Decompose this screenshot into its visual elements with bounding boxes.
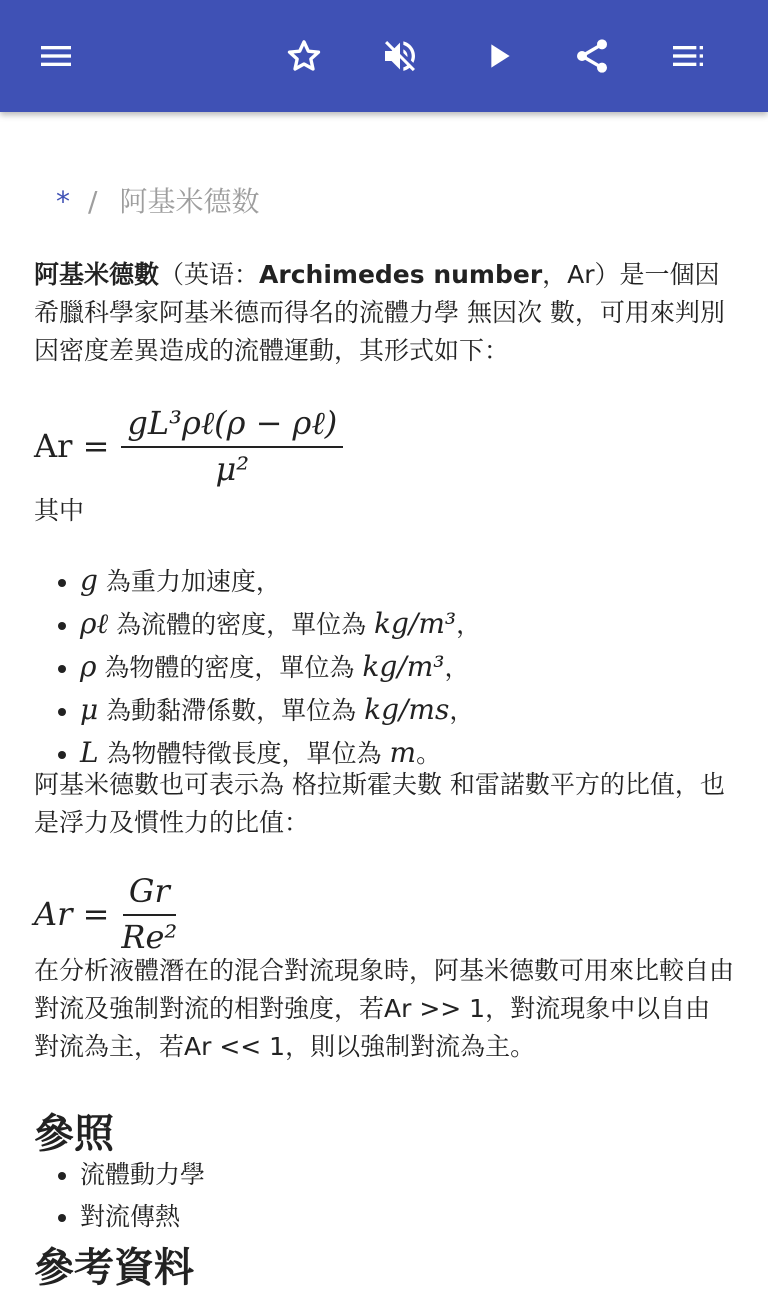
star-outline-icon (284, 36, 324, 76)
formula-ratio (34, 872, 177, 956)
intro-term: 阿基米德數 (34, 260, 160, 289)
intro-english-term: Archimedes number (259, 260, 543, 289)
definition-text: 為重力加速度， (97, 567, 281, 596)
definition-tail: ， (449, 696, 475, 725)
definition-symbol: L (80, 736, 99, 769)
see-also-link[interactable]: • 對流傳熱 (80, 1196, 680, 1238)
definition-symbol: ρ (80, 650, 97, 683)
definition-text: 為物體的密度，單位為 (96, 653, 363, 682)
definition-text: 為物體特徵長度，單位為 (98, 739, 390, 768)
definition-item (80, 603, 760, 646)
definition-unit: kg/m³ (374, 607, 457, 640)
app-toolbar (0, 0, 768, 112)
breadcrumb (56, 180, 259, 220)
definition-item (80, 689, 760, 732)
formula1-lhs: Ar = (34, 427, 110, 465)
definition-text: 為動黏滯係數，單位為 (98, 696, 365, 725)
playlist-icon (668, 36, 708, 76)
volume-off-icon (380, 36, 420, 76)
definition-text: 為流體的密度，單位為 (108, 610, 375, 639)
intro-paragraph (34, 256, 734, 370)
formula2-denominator: Re² (121, 918, 178, 956)
contents-button[interactable] (660, 28, 716, 84)
intro-paren: （英语： (159, 260, 260, 289)
breadcrumb-separator: / (88, 185, 98, 218)
breadcrumb-root-link[interactable]: * (56, 185, 70, 218)
menu-button[interactable] (28, 28, 84, 84)
definition-symbol: ρℓ (80, 607, 109, 640)
mute-button[interactable] (372, 28, 428, 84)
play-button[interactable] (470, 28, 526, 84)
breadcrumb-current: 阿基米德数 (119, 185, 260, 218)
definition-unit: kg/ms (364, 693, 450, 726)
bookmark-star-button[interactable] (276, 28, 332, 84)
see-also-heading: 參照 (34, 1111, 114, 1157)
formula-archimedes (34, 404, 343, 488)
formula2-lhs: Ar = (34, 895, 110, 933)
formula1-fraction (121, 404, 343, 488)
hamburger-menu-icon (36, 36, 76, 76)
ratio-paragraph: 阿基米德數也可表示為 格拉斯霍夫數 和雷諾數平方的比值，也是浮力及慣性力的比值： (34, 770, 725, 837)
definitions-list (34, 560, 760, 775)
share-button[interactable] (564, 28, 620, 84)
where-label: 其中 (34, 496, 85, 525)
definition-unit: m (389, 736, 417, 769)
formula1-numerator: gL³ρℓ(ρ − ρℓ) (121, 404, 343, 448)
formula2-fraction (121, 872, 177, 956)
definition-tail: ， (456, 610, 482, 639)
references-heading: 參考資料 (34, 1245, 194, 1291)
share-icon (572, 36, 612, 76)
see-also-list (34, 1154, 680, 1238)
intro-body: ，Ar）是一個因希臘科學家阿基米德而得名的流體力學 無因次 數，可用來判別因密度差異造成的流體運動，其形式如下： (34, 260, 725, 365)
see-also-link[interactable]: • 流體動力學 (80, 1154, 680, 1196)
definition-tail: ， (444, 653, 470, 682)
definition-item (80, 646, 760, 689)
analysis-paragraph: 在分析液體潛在的混合對流現象時，阿基米德數可用來比較自由對流及強制對流的相對強度，若Ar >> 1，對流現象中以自由對流為主，若Ar << 1，則以強制對流為主。 (34, 956, 735, 1061)
definition-item (80, 560, 760, 603)
definition-unit: kg/m³ (362, 650, 445, 683)
formula1-denominator: μ² (215, 450, 250, 488)
formula2-numerator: Gr (123, 872, 176, 916)
definition-symbol: μ (80, 693, 99, 726)
play-icon (478, 36, 518, 76)
definition-tail: 。 (416, 739, 442, 768)
definition-symbol: g (80, 564, 98, 597)
